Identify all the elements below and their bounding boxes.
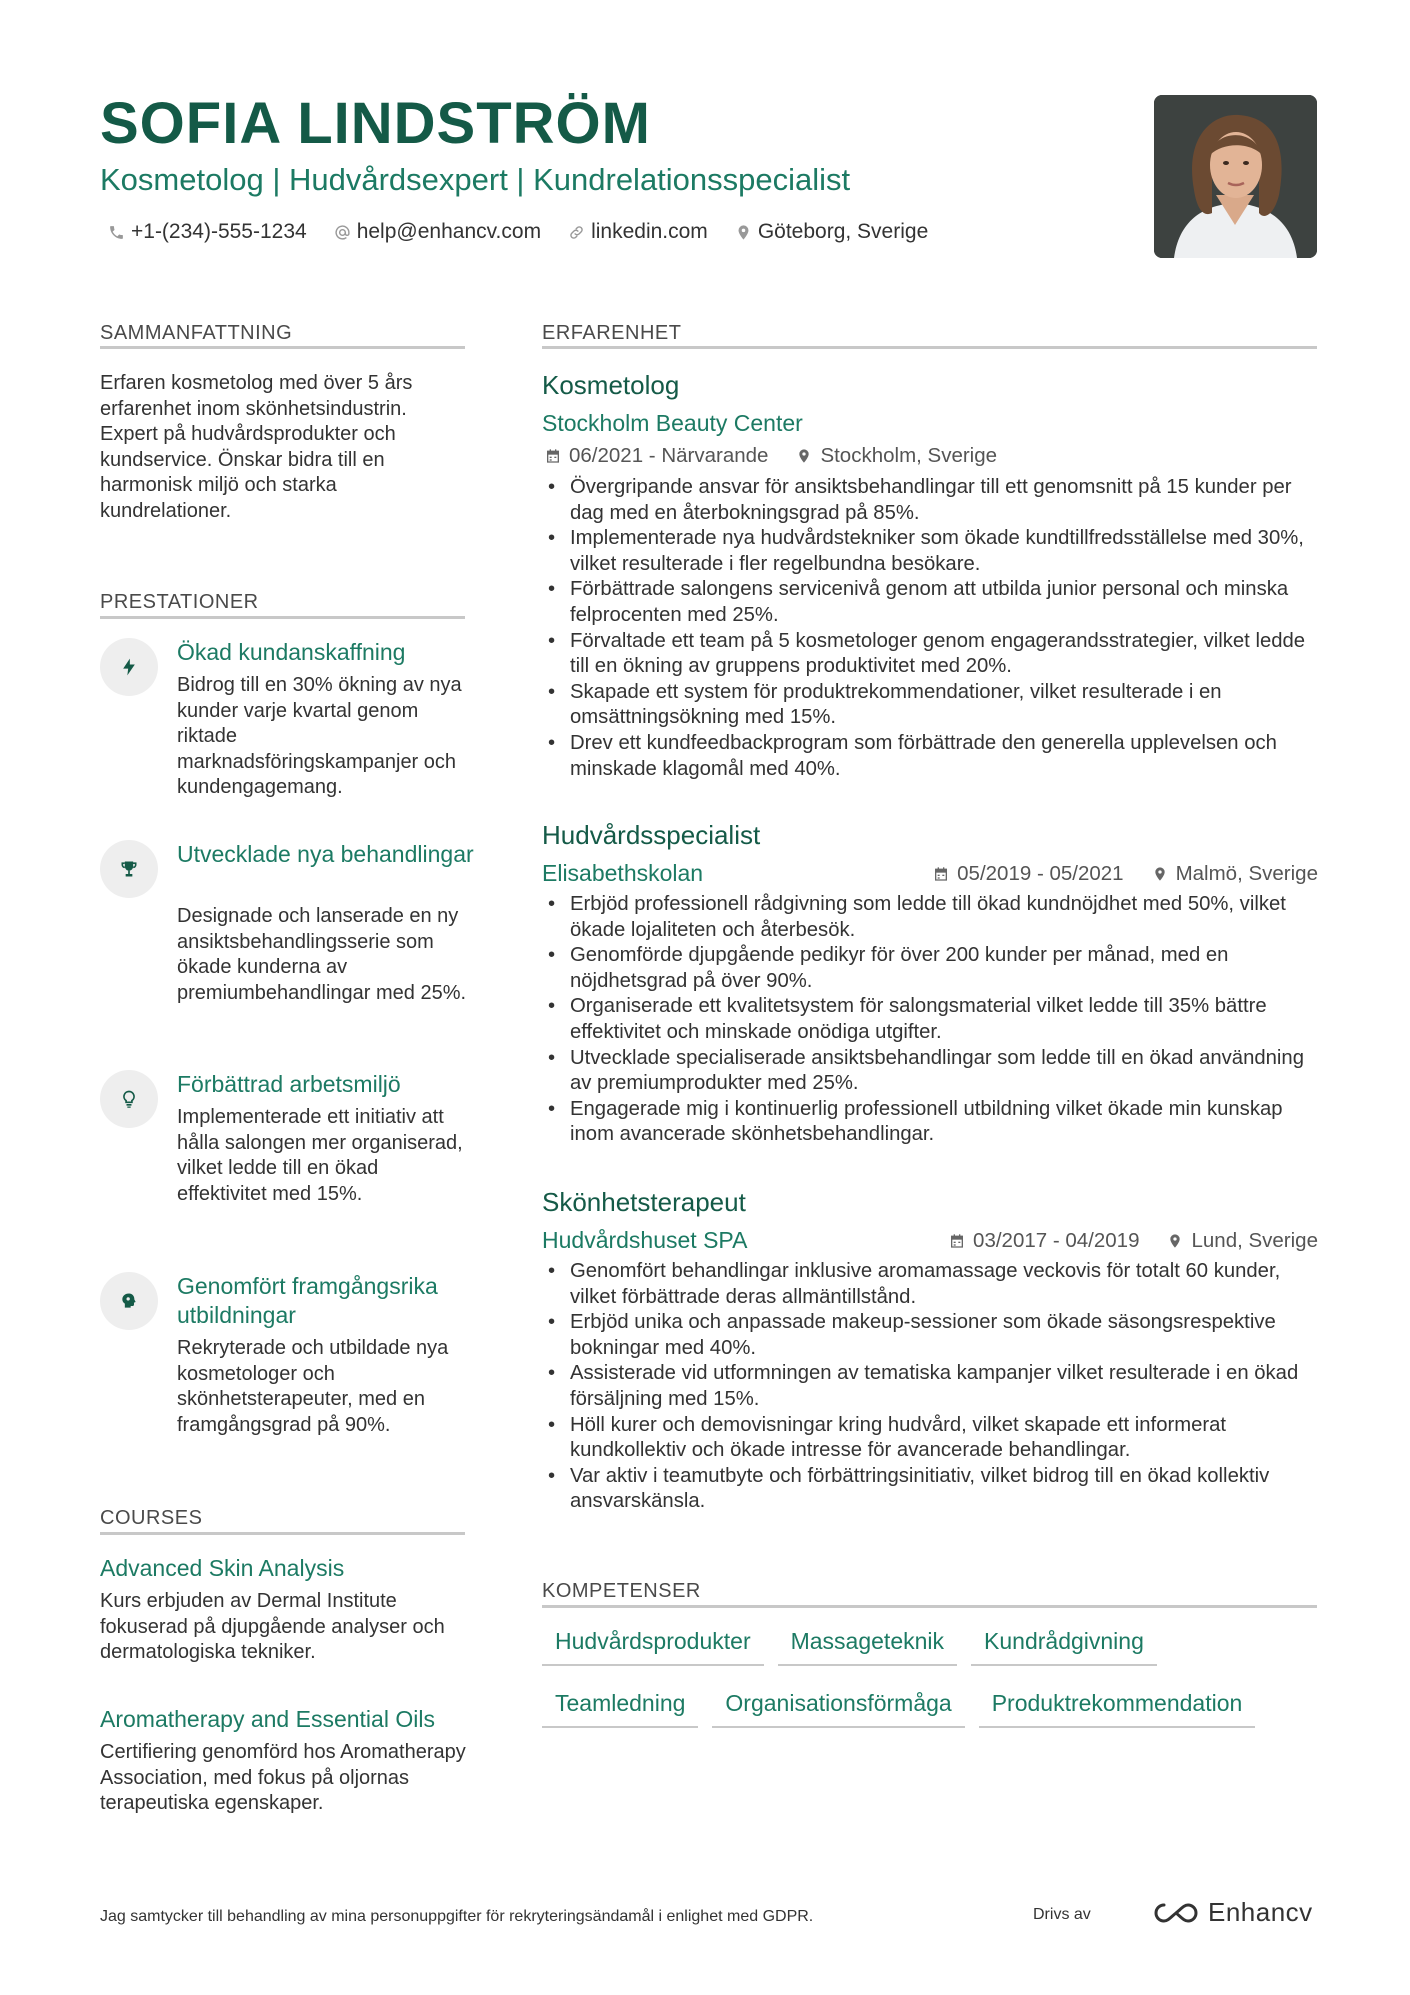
achievement-desc: Designade och lanserade en ny ansiktsbehandlingsserie som ökade kunderna av premiumbehandlingar med 25%.	[177, 905, 467, 1004]
achievement-desc: Rekryterade och utbildade nya kosmetologer och skönhetsterapeuter, med en framgångsgrad på 90%.	[177, 1337, 449, 1436]
contact-linkedin[interactable]	[568, 220, 708, 244]
link-icon	[568, 224, 585, 241]
list-item: • Utvecklade specialiserade ansiktsbehandlingar som ledde till en ökad användning av premiumprodukter med 25%.	[542, 1046, 1322, 1097]
list-item: • Höll kurer och demovisningar kring hudvård, vilket skapade ett informerat kundkollektiv och ökade intresse för avancerade behandlingar.	[542, 1413, 1322, 1464]
profile-photo	[1154, 95, 1317, 258]
skills-divider	[542, 1605, 1317, 1608]
courses-divider	[100, 1532, 465, 1535]
list-item: • Engagerade mig i kontinuerlig professionell utbildning vilket ökade min kunskap inom avancerade skönhetsbehandlingar.	[542, 1097, 1322, 1148]
brand-name: Enhancv	[1208, 1897, 1313, 1927]
job-bullets	[542, 892, 1322, 1148]
list-item: • Var aktiv i teamutbyte och förbättringsinitiativ, vilket bidrog till en ökad kollektiv ansvarskänsla.	[542, 1464, 1322, 1515]
skill-tag: Organisationsförmåga	[712, 1684, 964, 1728]
achievement-desc: Bidrog till en 30% ökning av nya kunder varje kvartal genom riktade marknadsföringskampanjer och kundengagemang.	[177, 674, 462, 799]
job-meta	[933, 862, 1318, 886]
brain-icon	[119, 1291, 139, 1311]
candidate-name: SOFIA LINDSTRÖM	[100, 91, 651, 156]
achievements-divider	[100, 616, 465, 619]
skill-tag: Hudvårdsprodukter	[542, 1622, 764, 1666]
job-bullets	[542, 1259, 1322, 1515]
job-dates: 05/2019 - 05/2021	[957, 862, 1124, 885]
list-item: • Förbättrade salongens servicenivå genom att utbilda junior personal och minska felprocenten med 25%.	[542, 577, 1322, 628]
contact-location-text: Göteborg, Sverige	[757, 220, 929, 243]
achievement-title: Ökad kundanskaffning	[177, 639, 406, 665]
phone-icon	[108, 224, 125, 241]
list-item: • Erbjöd professionell rådgivning som ledde till ökad kundnöjdhet med 50%, vilket ökade lojaliteten och återbesök.	[542, 892, 1322, 943]
candidate-title: Kosmetolog | Hudvårdsexpert | Kundrelationsspecialist	[100, 162, 851, 197]
list-item: • Förvaltade ett team på 5 kosmetologer genom engagerandsstrategier, vilket ledde till en ökning av gruppens produktivitet med 20%.	[542, 629, 1322, 680]
list-item: • Skapade ett system för produktrekommendationer, vilket resulterade i en omsättningsökning med 15%.	[542, 680, 1322, 731]
location-pin-icon	[1152, 866, 1168, 882]
contact-linkedin-text: linkedin.com	[591, 220, 708, 243]
skill-tag: Teamledning	[542, 1684, 698, 1728]
list-item: • Drev ett kundfeedbackprogram som förbättrade den generella upplevelsen och minskade klagomål med 40%.	[542, 731, 1322, 782]
list-item: • Övergripande ansvar för ansiktsbehandlingar till ett genomsnitt på 15 kunder per dag med en återbokningsgrad på 85%.	[542, 475, 1322, 526]
skill-tag: Produktrekommendation	[979, 1684, 1256, 1728]
course-desc: Kurs erbjuden av Dermal Institute fokuserad på djupgående analyser och dermatologiska tekniker.	[100, 1590, 445, 1664]
list-item: • Erbjöd unika och anpassade makeup-sessioner som ökade säsongsrespektive bokningar med 40%.	[542, 1310, 1322, 1361]
experience-heading: ERFARENHET	[542, 322, 682, 344]
contact-bar	[108, 220, 955, 244]
job-dates: 03/2017 - 04/2019	[973, 1229, 1140, 1252]
summary-divider	[100, 346, 465, 349]
job-meta	[949, 1229, 1318, 1253]
course-title: Aromatherapy and Essential Oils	[100, 1706, 435, 1732]
contact-email[interactable]	[334, 220, 541, 244]
job-bullets	[542, 475, 1322, 782]
calendar-icon	[949, 1233, 965, 1249]
contact-location	[735, 220, 928, 244]
skill-tag: Massageteknik	[778, 1622, 957, 1666]
location-pin-icon	[1167, 1233, 1183, 1249]
course-title: Advanced Skin Analysis	[100, 1555, 345, 1581]
powered-by-label: Drivs av	[1033, 1906, 1091, 1923]
skills-heading: KOMPETENSER	[542, 1580, 701, 1602]
summary-heading: SAMMANFATTNING	[100, 322, 293, 344]
list-item: • Genomförde djupgående pedikyr för över 200 kunder per månad, med en nöjdhetsgrad på över 90%.	[542, 943, 1322, 994]
gdpr-consent: Jag samtycker till behandling av mina personuppgifter för rekryteringsändamål i enlighet med GDPR.	[100, 1908, 814, 1925]
experience-divider	[542, 346, 1317, 349]
infinity-logo-icon	[1152, 1900, 1200, 1926]
achievement-title: Förbättrad arbetsmiljö	[177, 1071, 401, 1097]
contact-phone[interactable]	[108, 220, 307, 244]
achievements-heading: PRESTATIONER	[100, 591, 259, 613]
achievement-title: Genomfört framgångsrika utbildningar	[177, 1273, 438, 1328]
job-location: Lund, Sverige	[1191, 1229, 1318, 1252]
achievement-title: Utvecklade nya behandlingar	[177, 841, 474, 867]
job-meta	[545, 444, 997, 468]
job-company: Elisabethskolan	[542, 860, 704, 886]
contact-phone-text: +1-(234)-555-1234	[131, 220, 307, 243]
job-location: Stockholm, Sverige	[820, 444, 998, 467]
job-dates: 06/2021 - Närvarande	[569, 444, 769, 467]
calendar-icon	[933, 866, 949, 882]
job-company: Hudvårdshuset SPA	[542, 1227, 748, 1253]
course-desc: Certifiering genomförd hos Aromatherapy Association, med fokus på oljornas terapeutiska egenskaper.	[100, 1741, 466, 1815]
lightning-icon	[119, 657, 139, 677]
portrait-illustration	[1154, 95, 1317, 258]
enhancv-logo[interactable]	[1152, 1897, 1313, 1928]
at-icon	[334, 224, 351, 241]
location-pin-icon	[735, 224, 752, 241]
list-item: • Implementerade nya hudvårdstekniker som ökade kundtillfredsställelse med 30%, vilket resulterade i fler regelbundna besökare.	[542, 526, 1322, 577]
location-pin-icon	[796, 448, 812, 464]
job-role: Kosmetolog	[542, 370, 680, 400]
summary-text: Erfaren kosmetolog med över 5 års erfarenhet inom skönhetsindustrin. Expert på hudvårdsprodukter och kundservice. Önskar bidra till en harmonisk miljö och starka kundrelationer.	[100, 372, 413, 522]
calendar-icon	[545, 448, 561, 464]
list-item: • Genomfört behandlingar inklusive aromamassage veckovis för totalt 60 kunder, vilket förbättrade deras allmäntillstånd.	[542, 1259, 1322, 1310]
job-role: Hudvårdsspecialist	[542, 820, 761, 850]
list-item: • Assisterade vid utformningen av tematiska kampanjer vilket resulterade i en ökad försäljning med 15%.	[542, 1361, 1322, 1412]
job-company: Stockholm Beauty Center	[542, 410, 803, 436]
courses-heading: COURSES	[100, 1507, 203, 1529]
skills-list	[542, 1622, 1332, 1746]
list-item: • Organiserade ett kvalitetsystem för salongsmaterial vilket ledde till 35% bättre effektivitet och minskade onödiga utgifter.	[542, 994, 1322, 1045]
skill-tag: Kundrådgivning	[971, 1622, 1157, 1666]
contact-email-text: help@enhancv.com	[356, 220, 542, 243]
job-role: Skönhetsterapeut	[542, 1187, 746, 1217]
trophy-icon	[119, 859, 139, 879]
job-location: Malmö, Sverige	[1175, 862, 1318, 885]
achievement-desc: Implementerade ett initiativ att hålla salongen mer organiserad, vilket ledde till en ökad effektivitet med 15%.	[177, 1106, 463, 1205]
lightbulb-icon	[119, 1089, 139, 1109]
